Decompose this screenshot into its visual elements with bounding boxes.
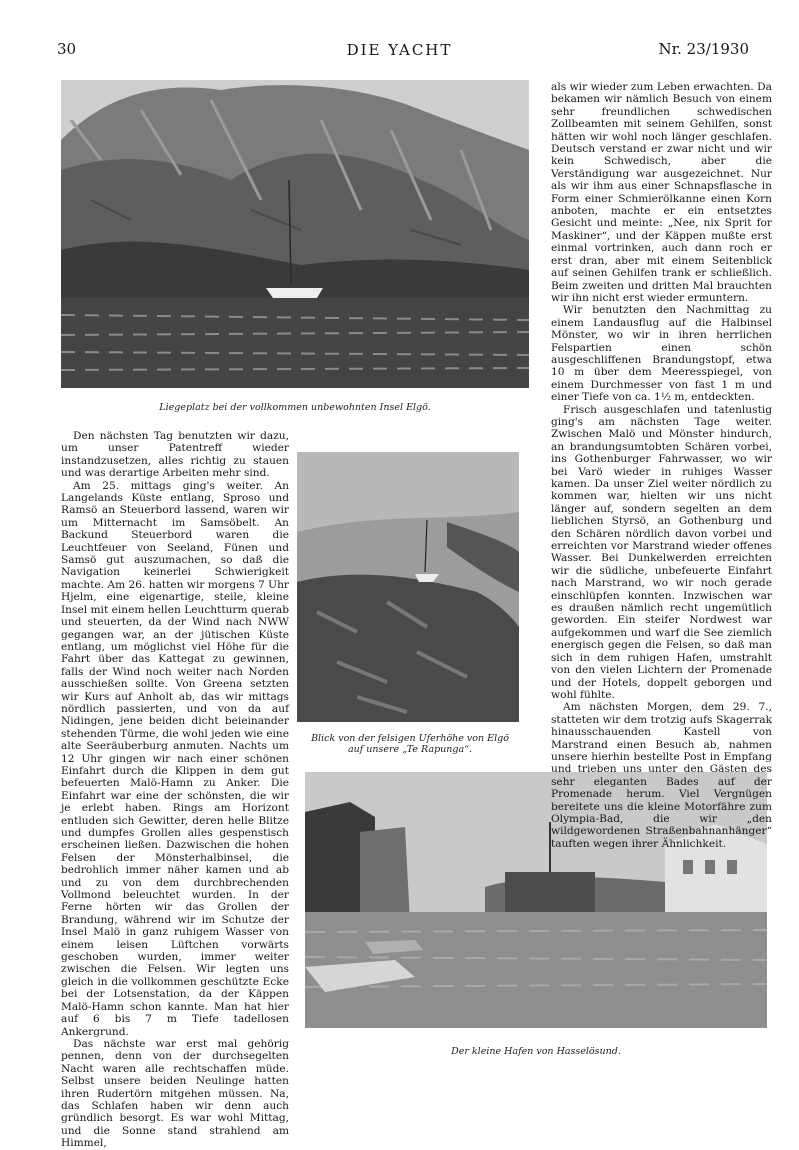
text-column-left bbox=[61, 430, 289, 1150]
caption-photo1: Liegeplatz bei der vollkommen unbewohnten Insel Elgö. bbox=[159, 402, 431, 413]
caption-photo2-line1: Blick von der felsigen Uferhöhe von Elgö bbox=[311, 733, 509, 744]
paragraph: Am 25. mittags ging's weiter. An Langelands Küste entlang, Sproso und Ramsö an Steuerbord lassend, waren wir um Mitternacht im Samsöbelt. An Backund Steuerbord waren die Leuchtfeuer von Seeland, Fünen und Samsö gut auszumachen, so daß die Navigation keinerlei Schwierigkeit machte. Am 26. hatten wir morgens 7 Uhr Hjelm, eine eigenartige, steile, kleine Insel mit einem hellen Leuchtturm querab und steuerten, da der Wind nach NWW gegangen war, an der jütischen Küste entlang, um möglichst viel Höhe für die Fahrt über das Kattegat zu gewinnen, falls der Wind noch weiter nach Norden ausschießen sollte. Von Greena setzten wir Kurs auf Anholt ab, das wir mittags nördlich passierten, und von da auf Nidingen, jene beiden dicht beieinander stehenden Türme, die wohl jeden wie eine alte Seeräuberburg anmuten. Nachts um 12 Uhr gingen wir nach einer schönen Einfahrt durch die Klippen in dem gut befeuerten Malö-Hamn zu Anker. Die Einfahrt war eine der schönsten, die wir je erlebt haben. Rings am Horizont entluden sich Gewitter, deren helle Blitze und dumpfes Grollen alles gespenstisch erscheinen ließen. Dazwischen die hohen Felsen der Mönsterhalbinsel, die bedrohlich immer näher kamen und ab und zu von dem durchbrechenden Vollmond beleuchtet wurden. In der Ferne hörten wir das Grollen der Brandung, während wir im Schutze der Insel Malö in ganz ruhigem Wasser von einem leisen Lüftchen vorwärts geschoben wurden, immer weiter zwischen die Felsen. Wir legten uns gleich in die vollkommen geschützte Ecke bei der Lotsenstation, da der Käppen Malö-Hamn schon kannte. Man hat hier auf 6 bis 7 m Tiefe tadellosen Ankergrund. bbox=[61, 479, 289, 1038]
text-column-right bbox=[551, 81, 772, 850]
paragraph: Den nächsten Tag benutzten wir dazu, um unser Patentreff wieder instandzusetzen, alles richtig zu stauen und was derartige Arbeiten mehr sind. bbox=[61, 430, 289, 480]
paragraph: Wir benutzten den Nachmittag zu einem Landausflug auf die Halbinsel Mönster, wo wir in ihren herrlichen Felspartien einen schön ausgeschliffenen Brandungstopf, etwa 10 m über dem Meeresspiegel, von einem Durchmesser von fast 1 m und einer Tiefe von ca. 1½ m, entdeckten. bbox=[551, 304, 772, 404]
photo-elgo-anchorage bbox=[61, 80, 529, 388]
photo-te-rapunga bbox=[297, 452, 519, 722]
paragraph: Das nächste war erst mal gehörig pennen, denn von der durchsegelten Nacht waren alle rechtschaffen müde. Selbst unsere beiden Neulinge hatten ihren Rudertörn mitgehen müssen. Na, das Schlafen haben wir denn auch gründlich besorgt. Es war wohl Mittag, und die Sonne stand strahlend am Himmel, bbox=[61, 1037, 289, 1150]
paragraph: Am nächsten Morgen, dem 29. 7., statteten wir dem trotzig aufs Skagerrak hinausschauenden Kastell von Marstrand einen Besuch ab, nahmen unsere hierhin bestellte Post in Empfang und trieben uns unter den Gästen des sehr eleganten Bades auf der Promenade herum. Viel Vergnügen bereitete uns die kleine Motorfähre zum Olympia-Bad, die wir „den wildgewordenen Straßenbahnanhänger“ tauften wegen ihrer Ähnlichkeit. bbox=[551, 701, 772, 850]
issue-number: Nr. 23/1930 bbox=[658, 40, 749, 58]
paragraph: Frisch ausgeschlafen und tatenlustig ging's am nächsten Tage weiter. Zwischen Malö und Mönster hindurch, an brandungsumtobten Schären vorbei, ins Gothenburger Fahrwasser, wo wir bei Varö wieder in ruhiges Wasser kamen. Da unser Ziel weiter nördlich zu kommen war, hielten wir uns nicht länger auf, sondern segelten an dem lieblichen Styrsö, an Gothenburg und den Schären nördlich davon vorbei und erreichten vor Marstrand wieder offenes Wasser. Bei Dunkelwerden erreichten wir die südliche, unbefeuerte Einfahrt nach Marstrand, wo wir noch gerade einschlüpfen konnten. Inzwischen war es draußen nämlich recht ungemütlich geworden. Ein steifer Nordwest war aufgekommen und warf die See ziemlich energisch gegen die Felsen, so daß man sich in dem ruhigen Hafen, umstrahlt von den vielen Lichtern der Promenade und der Hotels, doppelt geborgen und wohl fühlte. bbox=[551, 403, 772, 701]
caption-photo2-line2: auf unsere „Te Rapunga“. bbox=[347, 744, 473, 755]
magazine-title: DIE YACHT bbox=[346, 41, 453, 59]
paragraph: als wir wieder zum Leben erwachten. Da bekamen wir nämlich Besuch von einem sehr freundlichen schwedischen Zollbeamten mit seinem Gehilfen, sonst hätten wir wohl noch länger geschlafen. Deutsch verstand er zwar nicht und wir kein Schwedisch, aber die Verständigung war ausgezeichnet. Nur als wir ihm aus einer Schnapsflasche in Form einer Schmierölkanne einen Korn anboten, machte er ein entsetztes Gesicht und meinte: „Nee, nix Sprit for Maskiner“, und der Käppen mußte erst einmal vortrinken, auch dann roch er erst dran, aber mit einem Seitenblick auf seinen Gehilfen trank er schließlich. Beim zweiten und dritten Mal brauchten wir ihn nicht erst wieder ermuntern. bbox=[551, 81, 772, 304]
page-number: 30 bbox=[57, 40, 77, 58]
caption-photo3: Der kleine Hafen von Hasselösund. bbox=[451, 1046, 621, 1057]
caption-photo2 bbox=[290, 733, 530, 755]
